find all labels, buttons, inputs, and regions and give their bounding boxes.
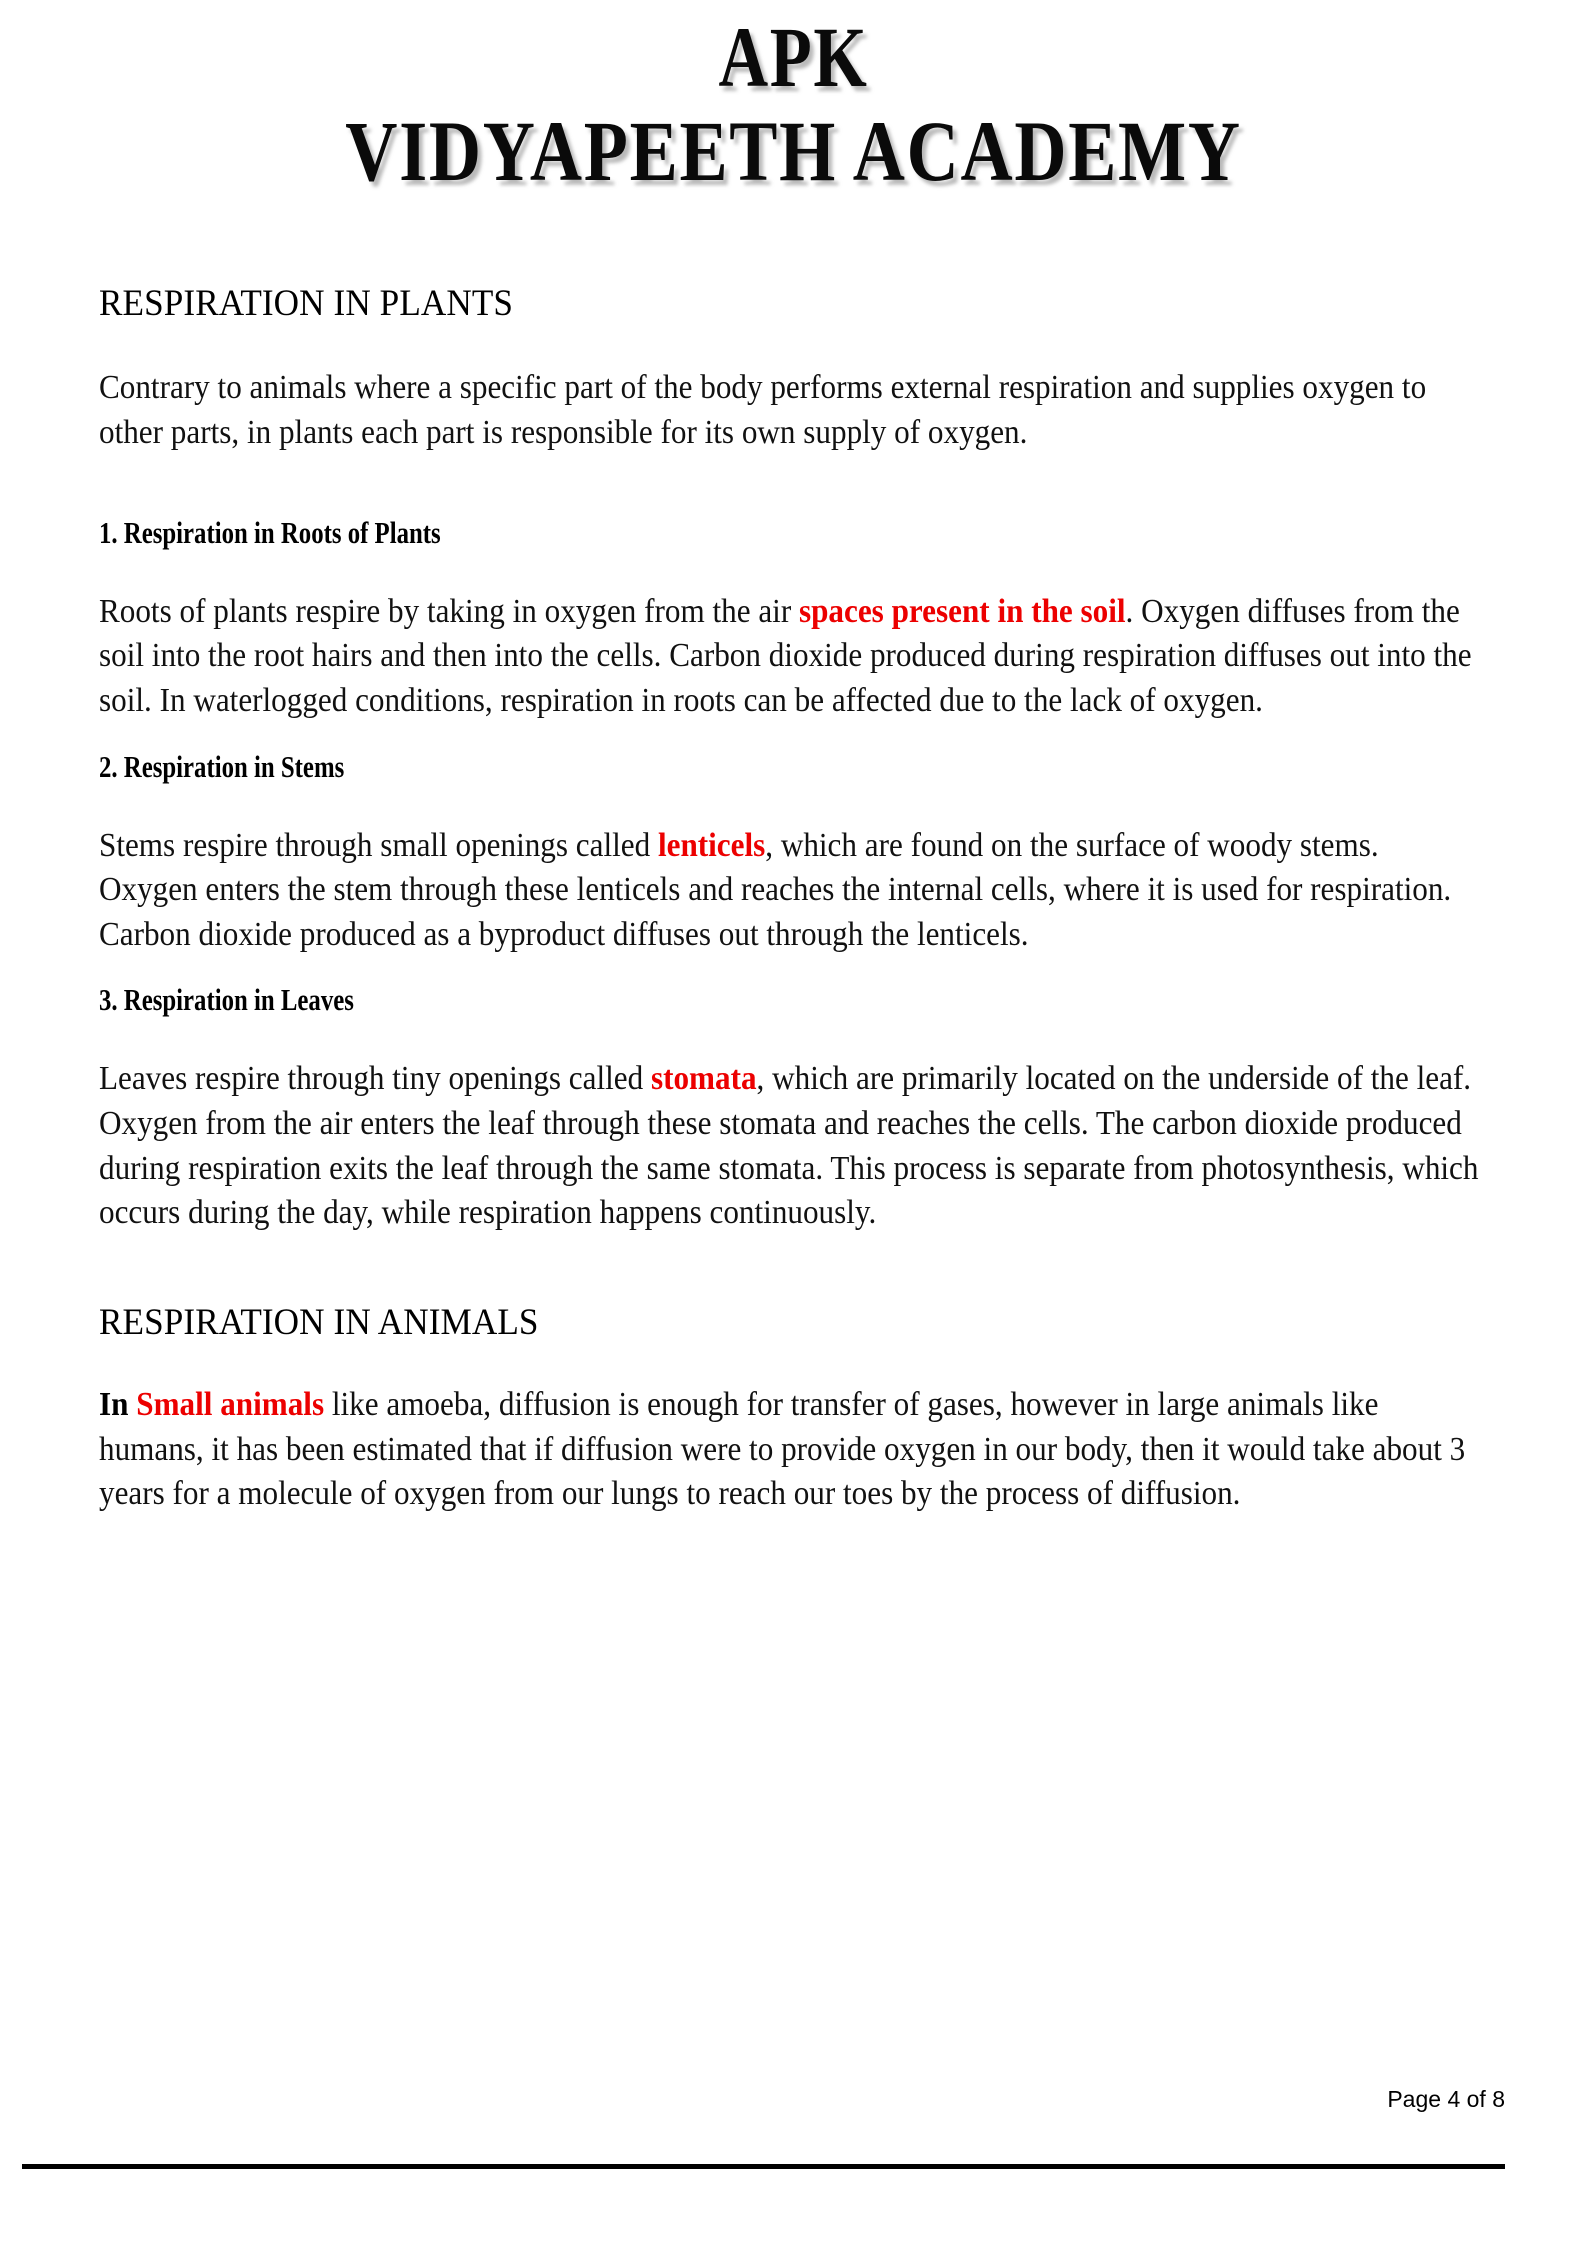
academy-acronym: APK <box>718 9 869 105</box>
spacer <box>99 1017 1484 1057</box>
page-footer <box>0 2086 1587 2206</box>
spacer <box>99 1343 1484 1383</box>
document-body <box>99 283 1484 1517</box>
paragraph-text-before-highlight: Stems respire through small openings called <box>99 826 658 864</box>
spacer <box>99 957 1484 983</box>
highlight-term-soil-spaces: spaces present in the soil <box>798 592 1126 630</box>
subsection-heading-leaves: 3. Respiration in Leaves <box>99 982 354 1018</box>
paragraph-text-before-highlight: Leaves respire through tiny openings called <box>99 1060 651 1098</box>
highlight-term-stomata: stomata <box>650 1060 757 1098</box>
subsection-heading-stems: 2. Respiration in Stems <box>99 748 345 784</box>
subsection-paragraph-leaves <box>99 1057 1484 1235</box>
spacer <box>99 784 1484 824</box>
highlight-term-lenticels: lenticels <box>657 826 766 864</box>
spacer <box>99 456 1484 516</box>
subsection-paragraph-roots <box>99 590 1484 724</box>
subsection-heading-roots: 1. Respiration in Roots of Plants <box>99 514 441 550</box>
letterhead <box>0 0 1587 199</box>
spacer <box>99 724 1484 750</box>
highlight-term-small-animals: Small animals <box>136 1386 325 1424</box>
intro-paragraph: Contrary to animals where a specific part of the body performs external respiration and supplies oxygen to other parts, in plants each part is responsible for its own supply of oxygen. <box>99 369 1427 452</box>
paragraph-text-before-highlight: Roots of plants respire by taking in oxygen from the air <box>99 592 799 630</box>
paragraph-bold-lead: In <box>99 1386 137 1424</box>
paragraph-text-after-highlight: , which are primarily located on the underside of the leaf. Oxygen from the air enters the leaf through these stomata and reaches the cells. The carbon dioxide produced during respiration exits the leaf through the same stomata. This process is separate from photosynthesis, which occurs during the day, while respiration happens continuously. <box>99 1060 1479 1232</box>
spacer <box>99 324 1484 366</box>
spacer <box>99 1236 1484 1302</box>
academy-name: VIDYAPEETH ACADEMY <box>345 102 1242 199</box>
section-title-respiration-in-animals: RESPIRATION IN ANIMALS <box>99 1301 539 1343</box>
paragraph-text-after-highlight: like amoeba, diffusion is enough for transfer of gases, however in large animals like humans, it has been estimated that if diffusion were to provide oxygen in our body, then it would take about 3 years for a molecule of oxygen from our lungs to reach our toes by the process of diffusion. <box>99 1386 1466 1513</box>
spacer <box>99 550 1484 590</box>
paragraph-text-after-highlight: . Oxygen diffuses from the soil into the root hairs and then into the cells. Carbon dioxide produced during respiration diffuses out into the soil. In waterlogged conditions, respiration in roots can be affected due to the lack of oxygen. <box>99 592 1472 719</box>
page-number-label: Page 4 of 8 <box>1387 2086 1505 2112</box>
section-title-respiration-in-plants: RESPIRATION IN PLANTS <box>99 283 514 324</box>
paragraph-text-after-highlight: , which are found on the surface of woody stems. Oxygen enters the stem through these lenticels and reaches the internal cells, where it is used for respiration. Carbon dioxide produced as a byproduct diffuses out through the lenticels. <box>99 826 1452 953</box>
subsection-paragraph-stems <box>99 824 1484 958</box>
footer-divider <box>22 2164 1505 2169</box>
animals-paragraph <box>99 1383 1484 1517</box>
